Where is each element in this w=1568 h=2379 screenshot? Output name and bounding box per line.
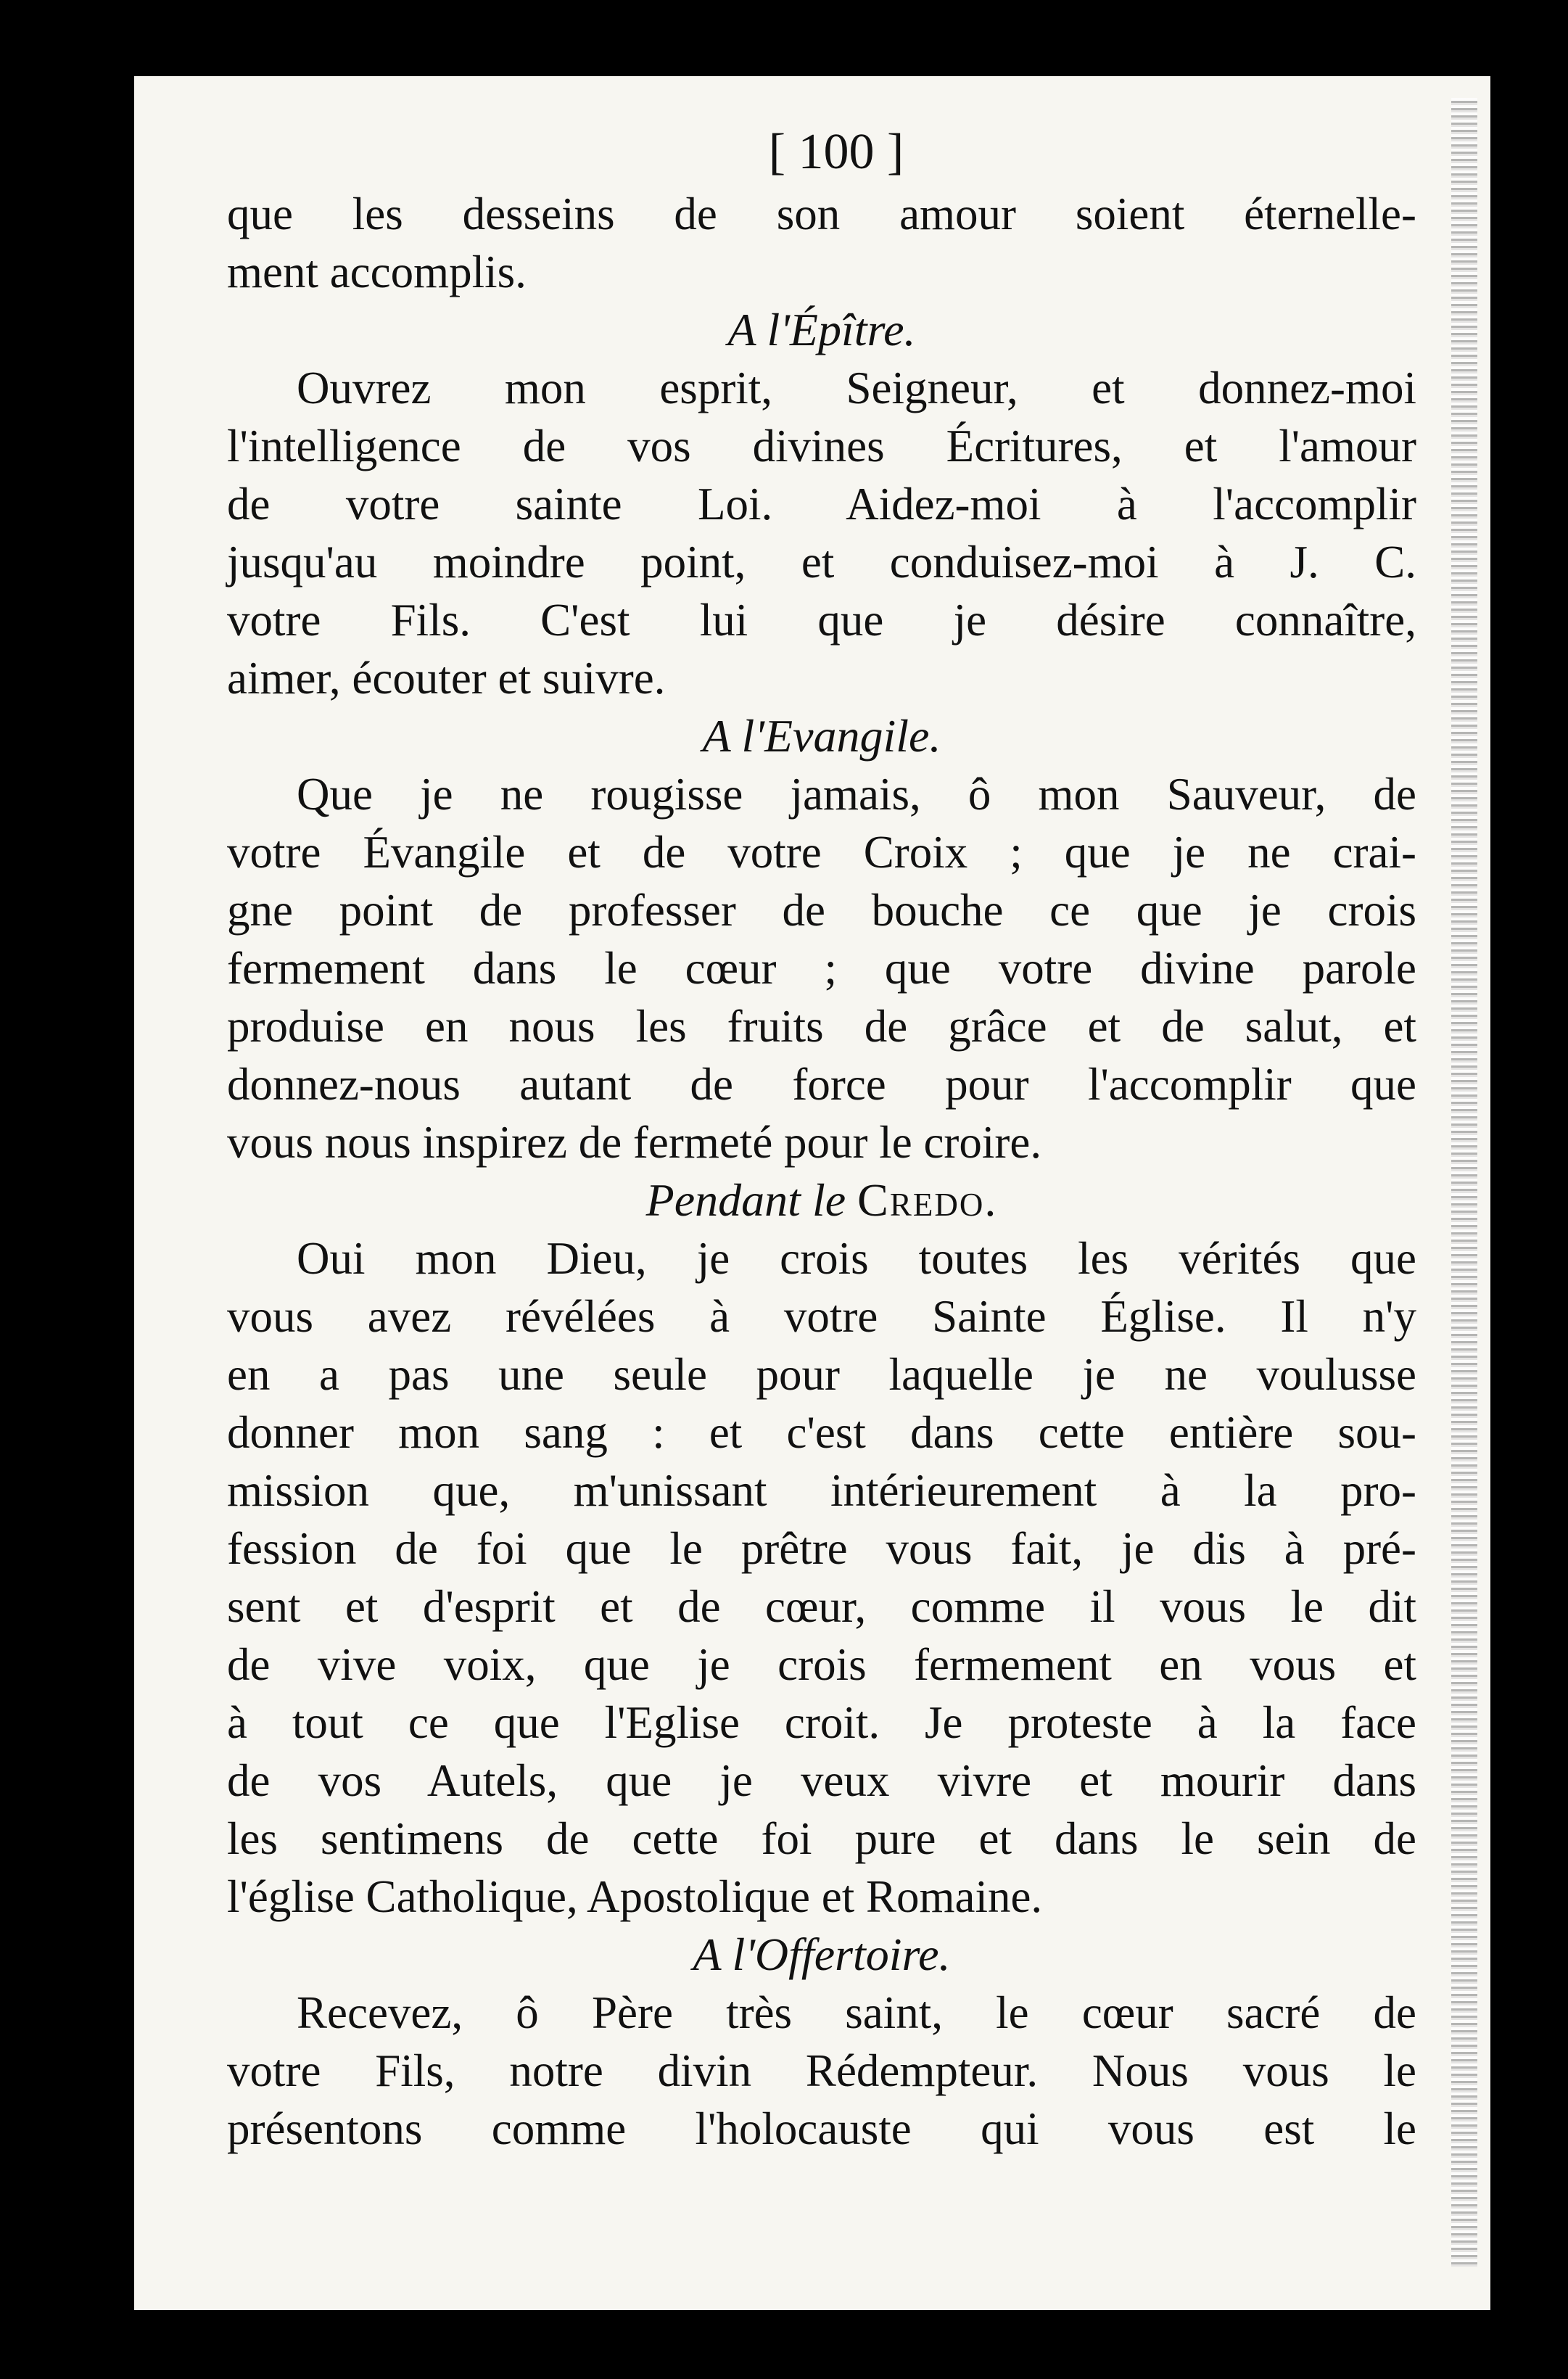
section-heading: A l'Evangile.: [702, 710, 941, 762]
text-line: produise en nous les fruits de grâce et de salut, et: [227, 1001, 1416, 1052]
text-line: ment accomplis.: [227, 247, 527, 297]
text-line: sent et d'esprit et de cœur, comme il vous le dit: [227, 1581, 1416, 1632]
text-line: donnez-nous autant de force pour l'accomplir que: [227, 1059, 1416, 1110]
text-line: de votre sainte Loi. Aidez-moi à l'accomplir: [227, 479, 1416, 529]
text-line: les sentimens de cette foi pure et dans le sein de: [227, 1813, 1416, 1864]
text-line: l'intelligence de vos divines Écritures, et l'amour: [227, 421, 1416, 471]
page-text: [227, 120, 1416, 2158]
text-blocks: [227, 185, 1416, 2158]
text-line: en a pas une seule pour laquelle je ne voulusse: [227, 1349, 1416, 1400]
text-line: fermement dans le cœur ; que votre divine parole: [227, 943, 1416, 994]
text-line: mission que, m'unissant intérieurement à la pro-: [227, 1465, 1416, 1516]
text-line: votre Fils. C'est lui que je désire connaître,: [227, 595, 1416, 646]
text-line: jusqu'au moindre point, et conduisez-moi à J. C.: [227, 537, 1416, 587]
text-line: Ouvrez mon esprit, Seigneur, et donnez-moi: [297, 363, 1416, 413]
text-line: présentons comme l'holocauste qui vous est le: [227, 2103, 1416, 2154]
paragraph: [227, 185, 1416, 301]
section-heading: A l'Épître.: [727, 304, 916, 355]
text-line: fession de foi que le prêtre vous fait, je dis à pré-: [227, 1523, 1416, 1574]
paragraph: [227, 765, 1416, 1171]
heading-prefix: Pendant le: [645, 1174, 858, 1226]
section-heading: [227, 1171, 1416, 1229]
paragraph: [227, 359, 1416, 707]
page-number: [ 100 ]: [768, 124, 904, 180]
text-line: votre Fils, notre divin Rédempteur. Nous vous le: [227, 2045, 1416, 2096]
page-edge-shadow: [1451, 98, 1477, 2267]
text-line: de vive voix, que je crois fermement en vous et: [227, 1639, 1416, 1690]
text-line: l'église Catholique, Apostolique et Romaine.: [227, 1871, 1043, 1922]
text-line: Que je ne rougisse jamais, ô mon Sauveur, de: [297, 769, 1416, 820]
text-line: donner mon sang : et c'est dans cette entière sou-: [227, 1407, 1416, 1458]
text-line: Recevez, ô Père très saint, le cœur sacré de: [297, 1987, 1416, 2038]
text-line: à tout ce que l'Eglise croit. Je proteste à la face: [227, 1697, 1416, 1748]
text-line: gne point de professer de bouche ce que je crois: [227, 885, 1416, 936]
text-line: votre Évangile et de votre Croix ; que je ne crai-: [227, 827, 1416, 878]
text-line: vous avez révélées à votre Sainte Église. Il n'y: [227, 1291, 1416, 1342]
book-page: [134, 76, 1490, 2310]
text-line: que les desseins de son amour soient éternelle-: [227, 189, 1416, 239]
text-line: Oui mon Dieu, je crois toutes les vérités que: [297, 1233, 1416, 1284]
section-heading: A l'Offertoire.: [693, 1929, 951, 1980]
paragraph: [227, 1984, 1416, 2158]
text-line: vous nous inspirez de fermeté pour le croire.: [227, 1117, 1042, 1168]
paragraph: [227, 1229, 1416, 1926]
text-line: de vos Autels, que je veux vivre et mourir dans: [227, 1755, 1416, 1806]
heading-caps: Credo.: [857, 1174, 998, 1226]
text-line: aimer, écouter et suivre.: [227, 653, 666, 704]
